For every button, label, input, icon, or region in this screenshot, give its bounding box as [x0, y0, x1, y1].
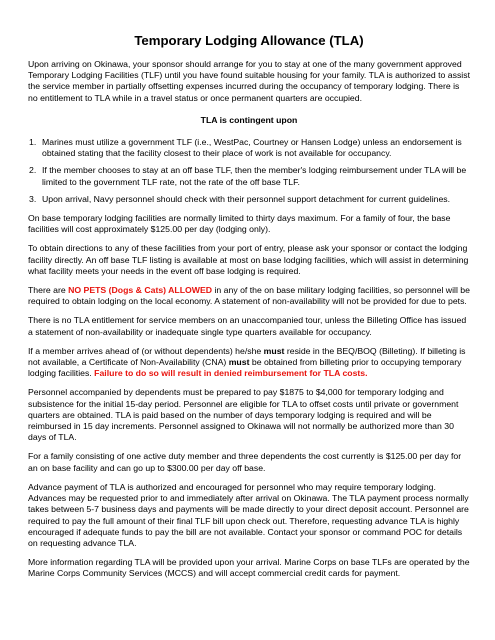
pets-text-end: in any of the on base military lodging facilities, so personnel will be required to obtain lodging on the local economy. A statement of non-availability will not be provided for due to pets.	[28, 285, 470, 307]
list-item	[28, 165, 470, 187]
billeting-text-3: be obtained from billeting prior to occupying temporary lodging facilities.	[28, 357, 462, 379]
reimbursement-warning: Failure to do so will result in denied reimbursement for TLA costs.	[94, 368, 368, 379]
directions-paragraph: To obtain directions to any of these facilities from your port of entry, please ask your sponsor or contact the lodging facility directly. An off base TLF listing is available at most on base lodging facilities, which will assist in determining what facility meets your needs in the event off base lodging is required.	[28, 243, 469, 276]
page-title: Temporary Lodging Allowance (TLA)	[134, 33, 364, 48]
billeting-paragraph	[28, 346, 470, 380]
family-cost-paragraph: For a family consisting of one active duty member and three dependents the cost currently is $125.00 per day for an on base facility and can go up to $300.00 per day off base.	[28, 451, 462, 473]
list-number: 1.	[29, 137, 37, 148]
must-emphasis: must	[228, 357, 250, 368]
billeting-text-1: If a member arrives ahead of (or without dependents) he/she	[28, 345, 264, 356]
unaccompanied-paragraph: There is no TLA entitlement for service members on an unaccompanied tour, unless the Billeting Office has issued a statement of non-availability or inadequate single type quarters available for occupancy.	[28, 315, 467, 337]
onbase-limit-paragraph: On base temporary lodging facilities are normally limited to thirty days maximum. For a family of four, the base facilities will cost approximately $125.00 per day (lodging only).	[28, 213, 451, 235]
conditions-list	[28, 137, 470, 205]
must-emphasis: must	[263, 345, 285, 356]
personnel-costs-paragraph: Personnel accompanied by dependents must be prepared to pay $1875 to $4,000 for temporary lodging and subsistence for the initial 15-day period. Personnel are eligible for TLA to offset costs until private or government quarters are obtained. TLA is paid based on the number of days temporary lodging is required and will be reimbursed in 15 day increments. Personnel assigned to Okinawa will not normally be authorized more than 30 days of TLA.	[28, 387, 459, 443]
pets-text-start: There are	[28, 285, 69, 296]
list-number: 3.	[29, 193, 37, 204]
list-item-text: Marines must utilize a government TLF (i.e., WestPac, Courtney or Hansen Lodge) unless an endorsement is obtained stating that the facility closest to their place of work is not available for occupancy.	[42, 137, 462, 159]
pets-paragraph	[28, 285, 470, 307]
intro-paragraph: Upon arriving on Okinawa, your sponsor should arrange for you to stay at one of the many government approved Temporary Lodging Facilities (TLF) until you have found suitable housing for your family. TLA is authorized to assist the service member in partially offsetting expenses incurred during the occupancy of temporary lodging. There is no entitlement to TLA while in a travel status or once permanent quarters are occupied.	[28, 59, 470, 103]
no-pets-warning: NO PETS (Dogs & Cats) ALLOWED	[68, 285, 213, 296]
list-item-text: If the member chooses to stay at an off base TLF, then the member's lodging reimbursement under TLA will be limited to the government TLF rate, not the rate of the off base TLF.	[42, 165, 467, 187]
billeting-text-2: reside in the BEQ/BOQ (Billeting). If billeting is not available, a Certificate of Non-Availability (CNA)	[28, 345, 466, 368]
list-item	[28, 194, 470, 205]
advance-payment-paragraph: Advance payment of TLA is authorized and encouraged for personnel who may require temporary lodging. Advances may be requested prior to and immediately after arrival on Okinawa. The TLA payment process normally takes between 5-7 business days and payments will be made directly to your direct deposit account. Personnel are required to pay the full amount of their final TLF bill upon check out. Therefore, requesting advance TLA is highly encouraged if adequate funds to pay the bill are not available. Contact your sponsor or command POC for details on requesting advance TLA.	[28, 481, 469, 548]
list-item-text: Upon arrival, Navy personnel should check with their personnel support detachment for current guidelines.	[42, 193, 451, 204]
list-number: 2.	[29, 165, 37, 176]
more-info-paragraph: More information regarding TLA will be provided upon your arrival. Marine Corps on base TLFs are operated by the Marine Corps Community Services (MCCS) and will accept commercial credit cards for payment.	[28, 557, 470, 579]
section-subheading: TLA is contingent upon	[200, 114, 298, 125]
list-item	[28, 137, 470, 159]
